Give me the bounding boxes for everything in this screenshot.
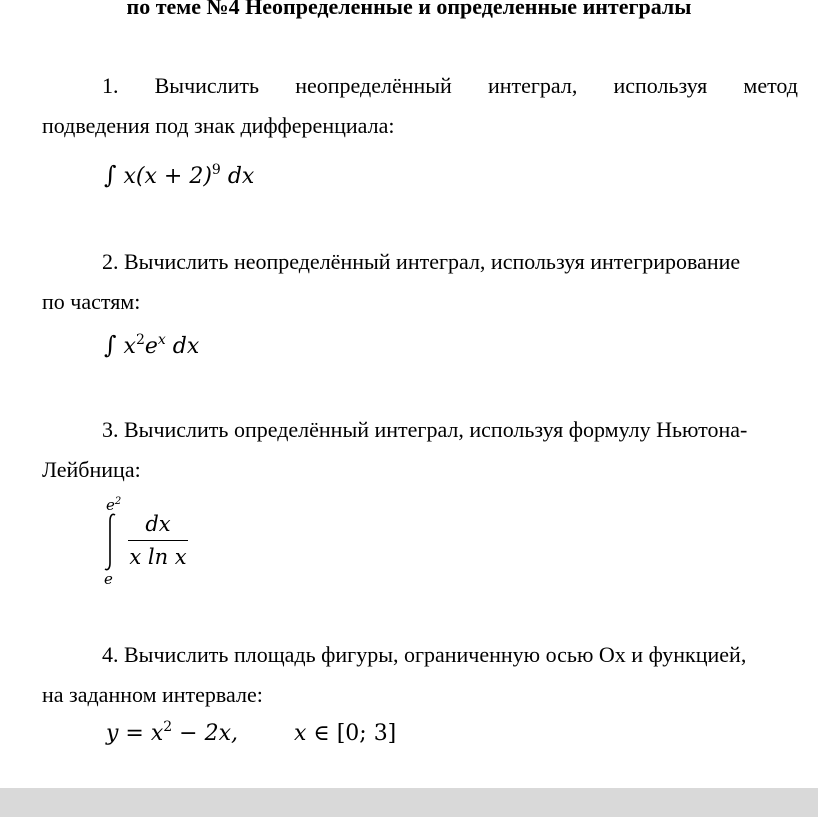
integrand: x(x + 2) (123, 164, 212, 189)
exponent: 9 (211, 162, 221, 178)
task-3-text (42, 410, 798, 490)
fraction-bar (128, 540, 188, 541)
task-2-text (42, 242, 798, 322)
task-1-word: неопределённый (295, 73, 452, 98)
task-1-word: интеграл, (487, 73, 578, 98)
function-rhs: − 2x, (172, 721, 239, 746)
interval: [0; 3] (336, 721, 397, 746)
task-1-word: используя (613, 73, 708, 98)
task-1-text (42, 66, 798, 146)
differential: dx (172, 334, 200, 359)
task-1-word: метод (743, 73, 798, 98)
base: x (123, 334, 136, 359)
interval-variable: x ∈ (294, 721, 337, 746)
bottom-bar (0, 788, 818, 817)
exponent: x (157, 332, 166, 348)
task-1-word: Вычислить (154, 73, 260, 98)
task-1-formula (104, 160, 254, 192)
task-4-line-1: 4. Вычислить площадь фигуры, ограниченную осью Ох и функцией, (102, 642, 747, 667)
integral-sign-icon (100, 512, 120, 572)
numerator: dx (145, 512, 171, 536)
page-title: по теме №4 Неопределенные и определенные интегралы (126, 0, 692, 19)
task-2-line-2: по частям: (42, 289, 141, 314)
denominator: x ln x (129, 545, 187, 569)
task-1-word: 1. (102, 73, 119, 98)
task-4-line-2: на заданном интервале: (42, 682, 263, 707)
lower-limit: e (104, 570, 113, 588)
function-lhs: y = x (106, 721, 164, 746)
task-1-line-2: подведения под знак дифференциала: (42, 113, 395, 138)
task-1-line-1 (42, 66, 798, 106)
differential: dx (227, 164, 255, 189)
exponent: 2 (163, 719, 173, 735)
fraction (128, 510, 188, 571)
exponent: 2 (135, 332, 145, 348)
task-3-line-1 (42, 410, 798, 450)
integral-sign: ∫ (104, 161, 117, 189)
base: e (144, 334, 158, 359)
task-4-text (42, 635, 798, 715)
task-2-formula (104, 330, 199, 362)
task-2-line-1: 2. Вычислить неопределённый интеграл, используя интегрирование (102, 249, 741, 274)
upper-limit-exp: 2 (114, 496, 122, 507)
integral-sign: ∫ (104, 331, 117, 359)
task-4-formula (106, 719, 396, 749)
task-3-line-2: Лейбница: (42, 457, 141, 482)
task-3-line-1-text: 3. Вычислить определённый интеграл, используя формулу Ньютона- (102, 417, 748, 442)
upper-limit-base: e (106, 496, 115, 514)
